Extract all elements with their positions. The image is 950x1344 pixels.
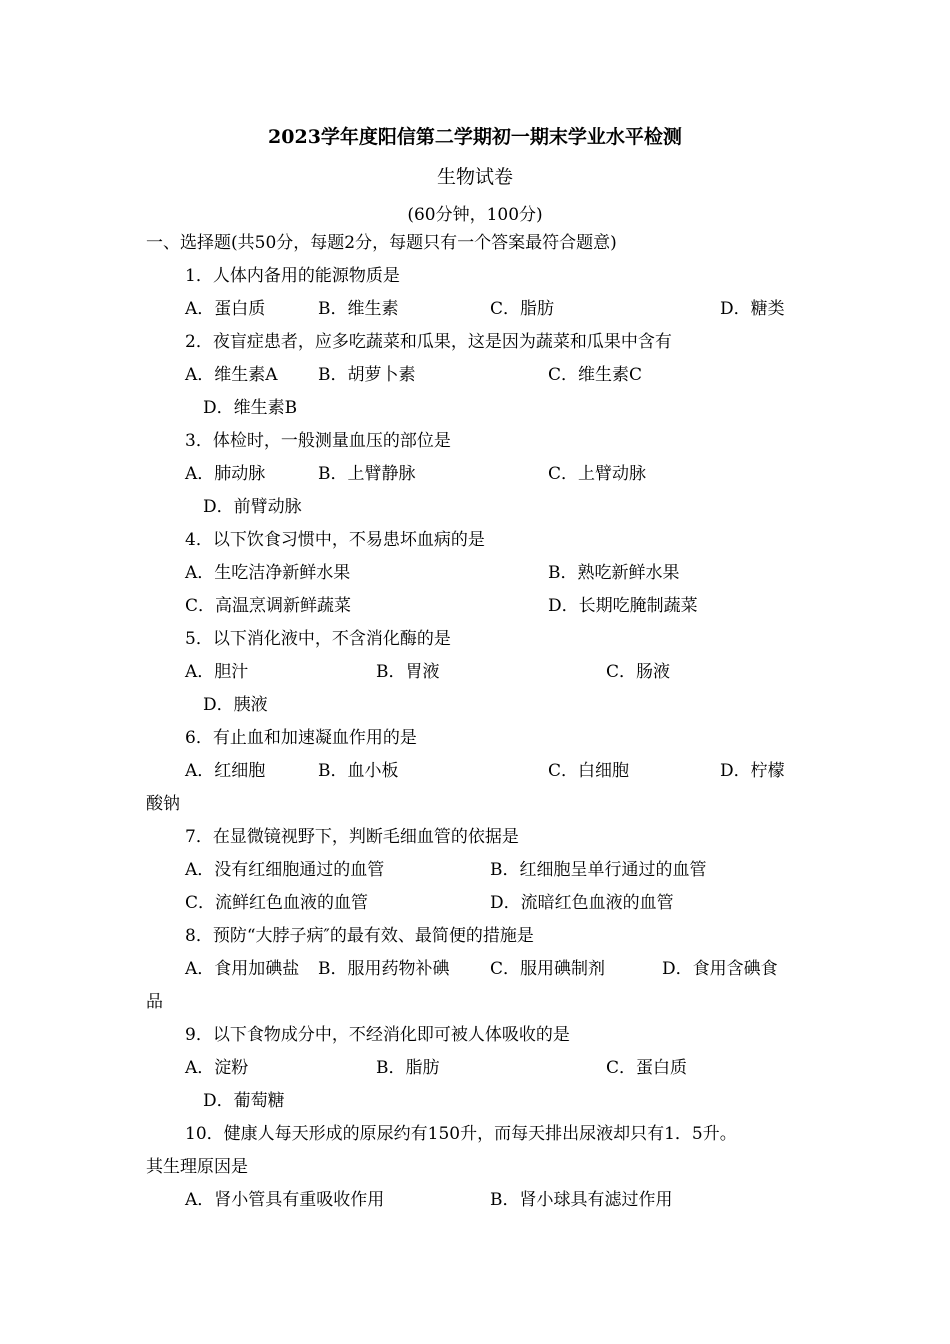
question-9-option-c: C．蛋白质 bbox=[606, 1058, 688, 1078]
question-2-stem: 2．夜盲症患者，应多吃蔬菜和瓜果，这是因为蔬菜和瓜果中含有 bbox=[185, 332, 672, 352]
question-8-option-c: C．服用碘制剂 bbox=[490, 959, 606, 979]
question-2-option-c: C．维生素C bbox=[548, 365, 643, 385]
question-5-option-a: A．胆汁 bbox=[185, 662, 249, 682]
question-3-option-c: C．上臂动脉 bbox=[548, 464, 647, 484]
question-4-option-b: B．熟吃新鲜水果 bbox=[548, 563, 680, 583]
question-7-option-d: D．流暗红色血液的血管 bbox=[490, 893, 674, 913]
question-6-option-d-wrap: 酸钠 bbox=[146, 794, 180, 814]
question-6-option-b: B．血小板 bbox=[318, 761, 399, 781]
question-3-option-a: A．肺动脉 bbox=[185, 464, 266, 484]
question-5-option-b: B．胃液 bbox=[376, 662, 440, 682]
exam-time-score: (60分钟，100分) bbox=[407, 205, 543, 225]
question-3-option-d: D．前臂动脉 bbox=[203, 497, 302, 517]
question-9-option-a: A．淀粉 bbox=[185, 1058, 249, 1078]
question-8-stem: 8．预防“大脖子病″的最有效、最简便的措施是 bbox=[185, 926, 534, 946]
question-7-option-a: A．没有红细胞通过的血管 bbox=[185, 860, 385, 880]
question-9-option-b: B．脂肪 bbox=[376, 1058, 440, 1078]
question-7-option-b: B．红细胞呈单行通过的血管 bbox=[490, 860, 707, 880]
exam-subtitle: 生物试卷 bbox=[436, 166, 513, 188]
question-5-option-d: D．胰液 bbox=[203, 695, 268, 715]
question-6-option-c: C．白细胞 bbox=[548, 761, 630, 781]
question-3-stem: 3．体检时，一般测量血压的部位是 bbox=[185, 431, 451, 451]
question-7-stem: 7．在显微镜视野下，判断毛细血管的依据是 bbox=[185, 827, 519, 847]
question-1-stem: 1．人体内备用的能源物质是 bbox=[185, 266, 400, 286]
question-8-option-b: B．服用药物补碘 bbox=[318, 959, 450, 979]
question-9-stem: 9．以下食物成分中，不经消化即可被人体吸收的是 bbox=[185, 1025, 570, 1045]
question-1-option-a: A．蛋白质 bbox=[185, 299, 266, 319]
question-1-option-b: B．维生素 bbox=[318, 299, 399, 319]
question-8-option-d: D．食用含碘食 bbox=[662, 959, 778, 979]
question-10-stem: 10．健康人每天形成的原尿约有150升，而每天排出尿液却只有1．5升。 bbox=[185, 1124, 737, 1144]
question-5-option-c: C．肠液 bbox=[606, 662, 671, 682]
question-4-option-d: D．长期吃腌制蔬菜 bbox=[548, 596, 698, 616]
exam-title: 2023学年度阳信第二学期初一期末学业水平检测 bbox=[268, 126, 682, 148]
question-4-stem: 4．以下饮食习惯中，不易患坏血病的是 bbox=[185, 530, 485, 550]
question-4-option-a: A．生吃洁净新鲜水果 bbox=[185, 563, 351, 583]
question-8-option-d-wrap: 品 bbox=[146, 992, 163, 1012]
question-2-option-a: A．维生素A bbox=[185, 365, 278, 385]
question-3-option-b: B．上臂静脉 bbox=[318, 464, 416, 484]
question-6-option-d: D．柠檬 bbox=[720, 761, 785, 781]
question-4-option-c: C．高温烹调新鲜蔬菜 bbox=[185, 596, 352, 616]
question-2-option-d: D．维生素B bbox=[203, 398, 298, 418]
question-1-option-d: D．糖类 bbox=[720, 299, 785, 319]
question-9-option-d: D．葡萄糖 bbox=[203, 1091, 285, 1111]
question-8-option-a: A．食用加碘盐 bbox=[185, 959, 300, 979]
question-10-stem-wrap: 其生理原因是 bbox=[146, 1157, 248, 1177]
question-10-option-b: B．肾小球具有滤过作用 bbox=[490, 1190, 673, 1210]
question-10-option-a: A．肾小管具有重吸收作用 bbox=[185, 1190, 385, 1210]
question-6-stem: 6．有止血和加速凝血作用的是 bbox=[185, 728, 417, 748]
section-heading: 一、选择题(共50分，每题2分，每题只有一个答案最符合题意) bbox=[146, 233, 617, 253]
question-5-stem: 5．以下消化液中，不含消化酶的是 bbox=[185, 629, 451, 649]
question-7-option-c: C．流鲜红色血液的血管 bbox=[185, 893, 369, 913]
question-1-option-c: C．脂肪 bbox=[490, 299, 555, 319]
question-6-option-a: A．红细胞 bbox=[185, 761, 266, 781]
question-2-option-b: B．胡萝卜素 bbox=[318, 365, 416, 385]
